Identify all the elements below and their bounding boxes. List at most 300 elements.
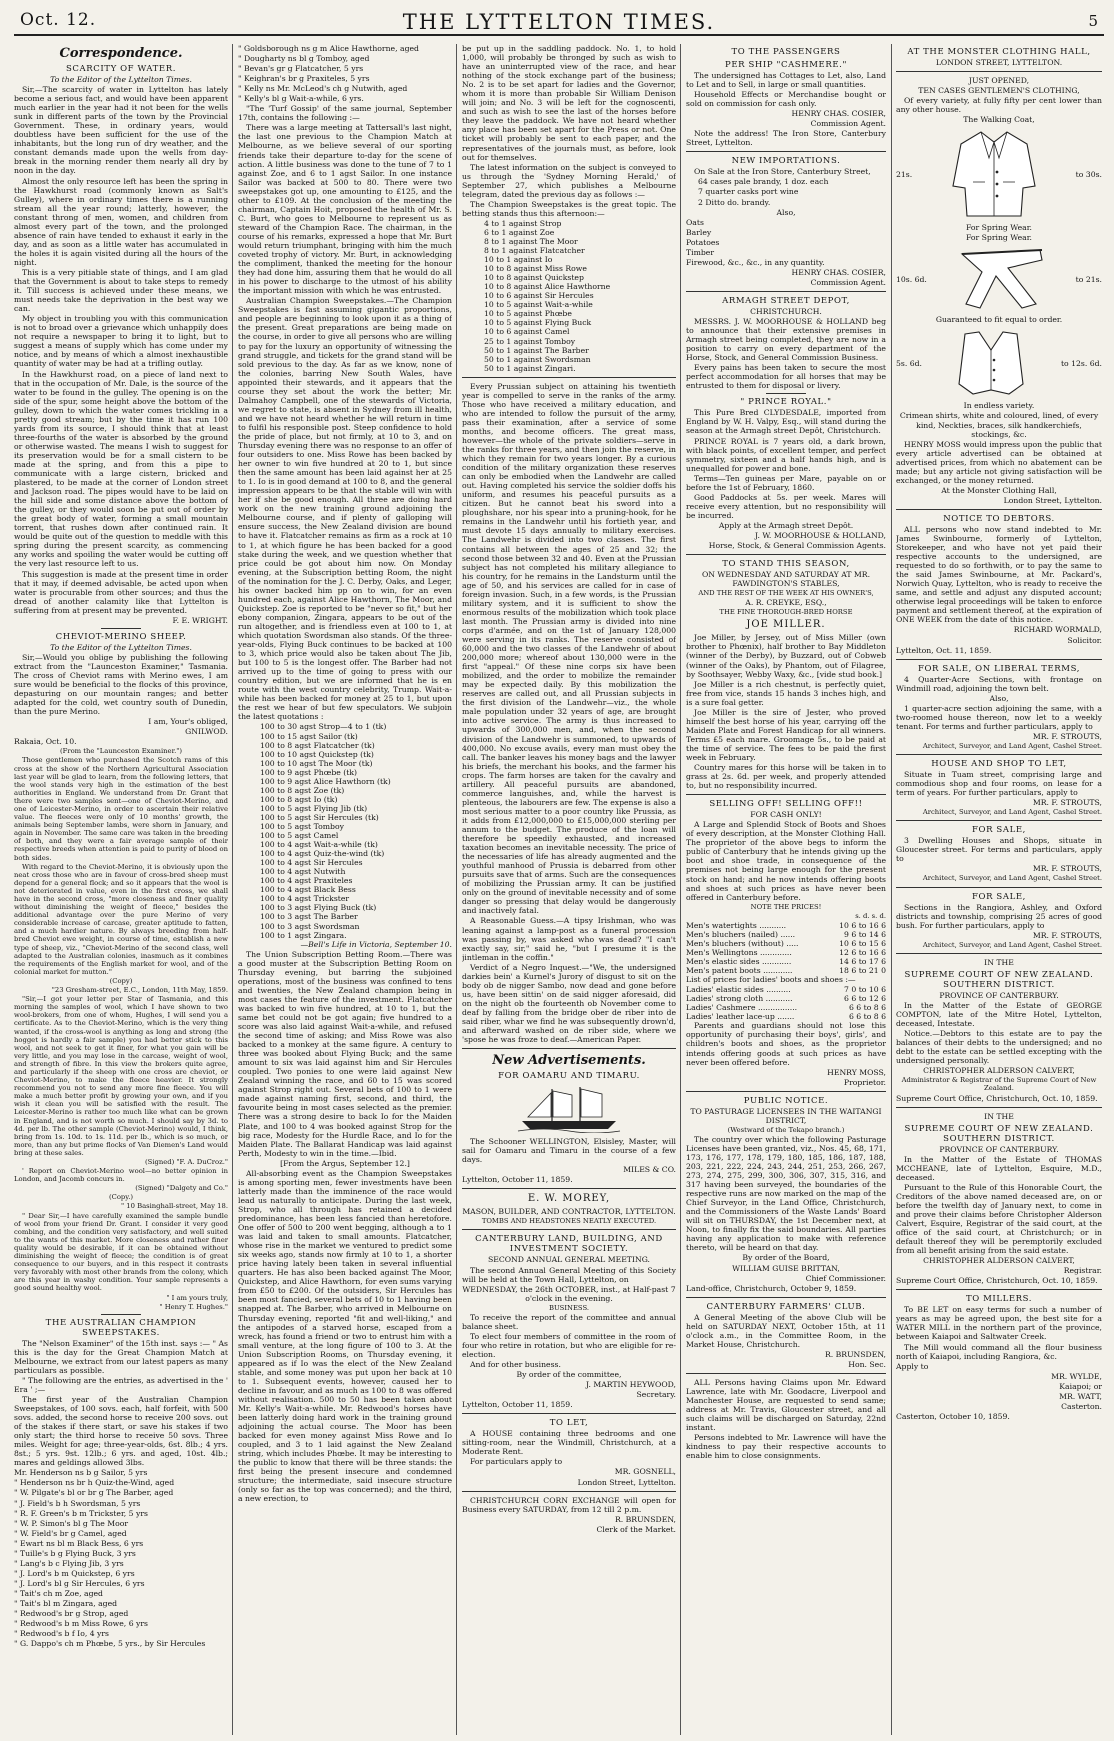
ad-tagline: THE FINE THOROUGH-BRED HORSE bbox=[719, 608, 853, 617]
ad-subheading: TO PASTURAGE LICENSEES IN THE WAITANGI DISTRICT, bbox=[690, 1106, 882, 1125]
paragraph: The latest information on the subject is conveyed to us through the 'Sydney Morning Herald,' of September 27, which publishes a Melbourne telegram, dated the previous day as follows :— bbox=[462, 162, 676, 199]
ad-role: Secretary. bbox=[636, 1390, 676, 1400]
odds-row: 4 to 1 against Strop bbox=[484, 218, 562, 228]
price-value: 14 6 to 17 6 bbox=[839, 957, 886, 967]
ad-heading: FOR SALE, bbox=[972, 825, 1026, 836]
ad-role: Proprietor. bbox=[843, 1077, 886, 1087]
odds-row: 50 to 1 against Zingari. bbox=[484, 363, 576, 373]
ad-body: PRINCE ROYAL is 7 years old, a dark brown, with black points, of excellent temper, and perfect symmetry, sixteen and a half hands high, and is unequalled for power and bone. bbox=[686, 436, 886, 473]
ad-body: To BE LET on easy terms for such a number of years as may be agreed upon, the best site for a WATER MILL in the northern part of the province, between Kaiapoi and Saltwater Creek. bbox=[896, 1305, 1102, 1342]
odds-row: 100 to 3 agst The Barber bbox=[260, 912, 358, 922]
ad-heading: TO THE PASSENGERS bbox=[731, 47, 841, 57]
price-value: 10 6 to 15 6 bbox=[839, 938, 886, 948]
list-item: " Tait's bl m Zingara, aged bbox=[14, 1598, 118, 1608]
odds-row: 100 to 4 agst Wait-a-while (tk) bbox=[260, 840, 378, 850]
ship-icon bbox=[514, 1085, 624, 1133]
ad-role: Architect, Surveyor, and Land Agent, Cashel Street. bbox=[922, 874, 1102, 883]
ad-role: Registrar. bbox=[1063, 1266, 1102, 1276]
ad-body: And for other business. bbox=[470, 1360, 561, 1370]
ad-dateline: Casterton, October 10, 1859. bbox=[896, 1411, 1010, 1421]
list-item: " Ewart ns bl m Black Bess, 6 yrs bbox=[14, 1538, 144, 1548]
divider bbox=[686, 554, 886, 555]
divider bbox=[686, 151, 886, 152]
odds-row: 50 to 1 against Swordsman bbox=[484, 354, 591, 364]
paragraph: All-absorbing event as the Champion Sweepstakes is among sporting men, fewer investments have been latterly made than the imminence of the race would lead us naturally to anticipate. During the last week, Strop, who all through has retained a decided predominance, has been less fancied than heretofore. One offer of 500 to 200 went begging, although a to 1 was laid and taken to small amounts. Flatcatcher, whose rise in the market we ventured to predict some six weeks ago, stands now firmly at 10 to 1, a shorter price having lately been taken in several influential quarters. He has also been backed against The Moor, Quickstep, and Alice Hawthorn, for even sums varying from £50 to £200. Of the outsiders, Sir Hercules has been most fancied, several bets of 10 to 1 having been snapped at. The Barber, who arrived in Melbourne on Thursday evening, reported "fit and well-liking," and the antipodes of a starved horse, escaped from a wreck, has found a friend or two to entrust him with a small venture, at the long figure of 100 to 3. At the Union Subscription Rooms, on Thursday evening, it appeared as if Io was the elect of the New Zealand stable, and some money was put upon her back at 10 to 1. Subsequent events, however, caused her to decline in favour, and as much as 100 to 8 was offered without realisation. 500 to 50 has been taken about Mr. Kelly's Wait-a-while. Mr. Redwood's horses have been latterly doing hard work in the training ground adjoining the actual course. The Moor has been backed for even money against Miss Rowe and Io coupled, and 3 to 1 laid against the New Zealand string, which includes Phœbe. It may be interesting to the public to know that there will be three stands: the first being the present insecure and condemned structure; the intermediate, said insecure structure (only so far as the top was concerned); and the third, a new erection, to bbox=[238, 1168, 452, 1504]
ad-body: 1 quarter-acre section adjoining the same, with a two-roomed house thereon, now let to a weekly tenant. For terms and further particulars, apply to bbox=[896, 703, 1102, 731]
list-item: " Tait's ch m Zoe, aged bbox=[14, 1588, 103, 1598]
garment-caption: For Spring Wear. bbox=[966, 223, 1032, 233]
masthead bbox=[14, 6, 1104, 36]
price-row bbox=[686, 966, 886, 975]
issue-date: Oct. 12. bbox=[20, 10, 97, 30]
ad-heading: E. W. MOREY, bbox=[527, 1193, 611, 1205]
odds-row: 100 to 4 agst Sir Hercules bbox=[260, 858, 363, 868]
ad-dateline: Land-office, Christchurch, October 9, 1859. bbox=[686, 1283, 857, 1293]
paragraph: Every Prussian subject on attaining his twentieth year is compelled to serve in the ranks of the army. Those who have received a military education, and who are intended to follow the pursuit of the army, pass their examination, after a service of some months, and become officers. The great mass, however—the whole of the private soldiers—serve in the ranks for three years, and then join the reserve, in which they remain for two years longer. By a curious condition of the military organization these reserves can only be embodied when the Landwehr are called out. Having completed his service the soldier doffs his uniform, and resumes his peaceful pursuits as a citizen. But he cannot beat his sword into a ploughshare, nor his spear into a pruning-hook, for he remains in the Landwehr until his fortieth year, and must devote 15 days annually to military exercises. The Landwehr is divided into two classes. The first contains all between the ages of 25 and 32; the second those between 32 and 40. Even at the Prussian subject has not completed his military allegiance to his country, for he remains in the Landsturm until the age of 50, and his services are called for in case of foreign invasion. Such, in a few words, is the Prussian military system, and it is sufficient to show the enormous results of the mobilization which took place last month. The Prussian army is divided into nine corps d'armée, and on the 1st of January 128,000 were serving in its ranks. The reserve consisted of 60,000 and the two classes of the Landwehr of about 200,000 more; whereof about 130,000 were in the first "appeal." Of these nine corps six have been mobilized, and the order to mobilize the remainder may be expected daily. By this mobilization the reserves are called out, and all Prussian subjects in the first division of the Landwehr—viz., the whole male population under 32 years of age, are brought into active service. The army is thus increased to upwards of 300,000 men, and, when the second division of the Landwehr is summoned, to upwards of 400,000. No excuse avails, every man must obey the call. The banker leaves his money bags and the lawyer his briefs, the merchant his books, and the farmer his crops. The farm horses are taken for the cavalry and artillery. All peaceful pursuits are abandoned, commerce languishes, and, while the harvest is plenteous, the labourers are few. The expense is also a most serious matter to a poor country like Prussia, as it adds from £12,000,000 to £15,000,000 sterling per annum to the budget. The produce of the loan will therefore be speedily exhausted, and increased taxation becomes an inevitable necessity. The price of the necessaries of life has already augmented and the youthful manhood of Prussia is debarred from other pursuits save that of arms. Such are the consequences of mobilizing the Prussian army. It can be justified only on the ground of inevitable necessity and of some danger so pressing that delay would be dangerously and inactively fatal. bbox=[462, 381, 676, 916]
ad-body: A General Meeting of the above Club will be held on SATURDAY NEXT, October 15th, at 11 o'clock a.m., in the Committee Room, in the Market House, Christchurch. bbox=[686, 1312, 886, 1349]
court-name: SUPREME COURT OF NEW ZEALAND. SOUTHERN DISTRICT. bbox=[904, 1123, 1094, 1144]
ad-address: At the Monster Clothing Hall, bbox=[941, 485, 1057, 495]
signature: GNILWOD. bbox=[185, 727, 228, 737]
ad-heading: SELLING OFF! SELLING OFF!! bbox=[709, 799, 863, 810]
odds-row: 100 to 8 agst Zoe (tk) bbox=[260, 785, 345, 795]
list-item: " Henderson ns br h Quiz-the-Wind, aged bbox=[14, 1478, 175, 1488]
ad-body: Sections in the Rangiora, Ashley, and Oxford districts and township, comprising 25 acres of good bush. For further particulars, apply to bbox=[896, 902, 1102, 930]
ad-signature: HENRY CHAS. COSIER, bbox=[791, 267, 886, 277]
ad-body: List of prices for ladies' boots and shoes :— bbox=[686, 975, 856, 985]
divider bbox=[896, 953, 1102, 954]
ad-body: The Schooner WELLINGTON, Elsisley, Master, will sail for Oamaru and Timaru in the course of a few days. bbox=[462, 1137, 676, 1165]
closing: I am, Your's obliged, bbox=[148, 717, 228, 727]
garment-row bbox=[896, 325, 1102, 401]
ad-heading: TO LET, bbox=[549, 1418, 589, 1429]
divider bbox=[896, 509, 1102, 510]
ad-dateline: Lyttelton, Oct. 11, 1859. bbox=[896, 645, 992, 655]
ad-body: Terms—Ten guineas per Mare, payable on or before the 1st of February, 1860. bbox=[686, 473, 886, 492]
ad-note: NOTE THE PRICES! bbox=[750, 902, 822, 911]
ad-body: The undersigned has Cottages to Let, also, Land to Let and to Sell, in large or small quantities. bbox=[686, 71, 886, 90]
trousers-icon bbox=[956, 246, 1046, 312]
ad-dateline: Supreme Court Office, Christchurch, Oct. 10, 1859. bbox=[896, 1093, 1098, 1103]
garment-caption: The Walking Coat, bbox=[963, 115, 1035, 125]
ad-body: CHRISTCHURCH CORN EXCHANGE will open for Business every SATURDAY, from 12 till 2 p.m. bbox=[462, 1495, 676, 1514]
price-item: Men's bluchers (without) ..... bbox=[686, 938, 799, 948]
ad-signature: MR. F. STROUTS, bbox=[1032, 930, 1102, 940]
paragraph: With regard to the Cheviot-Merino, it is obviously upon the neat cross those who are in favour of cross-bred sheep must depend for a general flock; and so it appears that the wool is not deteriorated in value, even in the first cross, we shall have in the second cross, "more closeness and finer quality without diminishing the weight of fleece," besides the additional advantage over the pure Merino of very considerable increase of carcase, greater aptitude to fatten, and a much hardier nature. By always breeding from half-bred Cheviot ewe weight, in course of time, establish a new type of sheep, viz., "Cheviot-Merino of the second class, well adapted to the Australian colonies, inasmuch as it combines the requirements of the English market for wool, and of the colonial market for mutton." bbox=[14, 862, 228, 976]
odds-row: 10 to 6 against Camel bbox=[484, 327, 570, 337]
ad-body: HENRY MOSS would impress upon the public that every article advertised can be obtained at advertised prices, from which no abatement can be made; but any article not giving satisfaction will be exchanged, or the money returned. bbox=[896, 439, 1102, 485]
ad-date: WEDNESDAY, the 26th OCTOBER, inst., at Half-past 7 o'clock in the evening. bbox=[462, 1284, 676, 1303]
ad-list-item: Barley bbox=[686, 227, 712, 237]
ad-list-item: 64 cases pale brandy, 1 doz. each bbox=[698, 177, 829, 187]
ad-subheading: TEN CASES GENTLEMEN'S CLOTHING, bbox=[918, 86, 1080, 96]
list-item: " R. F. Green's b m Trickster, 5 yrs bbox=[14, 1508, 148, 1518]
paragraph: This suggestion is made at the present time in order that it may, if deemed advisable, be acted upon when water is procurable from other sources; and thus the dread of another calamity like that Lyttelton is suffering from at present may be prevented. bbox=[14, 569, 228, 615]
address: "23 Gresham-street, E.C., London, 11th May, 1859. bbox=[51, 986, 228, 995]
ad-signature: MR. F. STROUTS, bbox=[1032, 864, 1102, 874]
price-from: 5s. 6d. bbox=[896, 358, 922, 368]
signature: (Signed) "F. A. DuCroz." bbox=[145, 1158, 228, 1167]
odds-row: 100 to 10 agst The Moor (tk) bbox=[260, 758, 373, 768]
price-row bbox=[686, 948, 886, 957]
ad-subheading: SECOND ANNUAL GENERAL MEETING. bbox=[487, 1255, 651, 1265]
dateline: Rakaia, Oct. 10. bbox=[14, 737, 77, 747]
odds-row: 100 to 5 agst Sir Hercules (tk) bbox=[260, 812, 379, 822]
court-province: PROVINCE OF CANTERBURY. bbox=[939, 990, 1059, 1000]
price-from: 21s. bbox=[896, 169, 913, 179]
ad-signature: J. W. MOORHOUSE & HOLLAND, bbox=[755, 530, 886, 540]
column-5 bbox=[896, 44, 1102, 1735]
ad-role: Architect, Surveyor, and Land Agent, Cashel Street. bbox=[922, 741, 1102, 750]
coat-icon bbox=[951, 128, 1037, 220]
odds-row: 100 to 10 agst Quickstep (tk) bbox=[260, 749, 374, 759]
price-units: s. d. s. d. bbox=[855, 911, 886, 920]
ad-body: 4 Quarter-Acre Sections, with frontage on Windmill road, adjoining the town belt. bbox=[896, 674, 1102, 693]
odds-row: 10 to 1 against Io bbox=[484, 255, 553, 265]
ad-signature: R. BRUNSDEN, bbox=[614, 1514, 676, 1524]
odds-row: 100 to 3 agst Swordsman bbox=[260, 921, 360, 931]
odds-row: 10 to 8 against Quickstep bbox=[484, 273, 584, 283]
ad-subheading: (Westward of the Tekapo branch.) bbox=[727, 1125, 845, 1134]
ad-also: Also, bbox=[776, 207, 796, 217]
ad-role: Casterton. bbox=[1061, 1401, 1102, 1411]
column-4 bbox=[686, 44, 886, 1735]
ad-role: Kaiapoi; or bbox=[1059, 1381, 1102, 1391]
ad-note: Note the address! The Iron Store, Canterbury Street, Lyttelton. bbox=[686, 129, 886, 148]
price-value: 7 0 to 10 6 bbox=[844, 985, 886, 995]
price-value: 9 6 to 14 6 bbox=[844, 929, 886, 939]
divider bbox=[462, 1048, 676, 1049]
price-row bbox=[686, 985, 886, 994]
column-rule bbox=[680, 44, 681, 1735]
ad-signature: MR. F. STROUTS, bbox=[1032, 798, 1102, 808]
section-heading-correspondence: Correspondence. bbox=[59, 46, 183, 61]
ad-body: For particulars apply to bbox=[470, 1457, 563, 1467]
mens-price-list bbox=[686, 921, 886, 975]
paragraph: A Reasonable Guess.—A tipsy Irishman, who was leaning against a lamp-post as a funeral procession was passing by, was asked who was dead? "I can't exactly say, sir," said he, "but I presume it is the jintleman in the coffin." bbox=[462, 916, 676, 962]
price-to: to 21s. bbox=[1075, 274, 1102, 284]
entries-list bbox=[14, 1468, 228, 1648]
ad-body: The second Annual General Meeting of this Society will be held at the Town Hall, Lyttelton, on bbox=[462, 1265, 676, 1284]
entries-list-continued bbox=[238, 44, 452, 103]
ad-heading: AT THE MONSTER CLOTHING HALL, bbox=[907, 47, 1091, 57]
price-item: Ladies' Cashmere ................ bbox=[686, 1003, 798, 1013]
ad-heading: TO STAND THIS SEASON, bbox=[722, 559, 850, 570]
list-item: " Goldsborough ns g m Alice Hawthorne, aged bbox=[238, 44, 419, 53]
ad-body: In the Matter of the Estate of GEORGE COMPTON, late of the Mitre Hotel, Lyttelton, deceased, Intestate. bbox=[896, 1000, 1102, 1029]
list-item: " Bevan's gr g Flatcatcher, 5 yrs bbox=[238, 64, 364, 74]
ad-body: Parents and guardians should not lose this opportunity of purchasing their boys', girls', and children's boots and shoes, as the proprietor intends offering goods at such prices as have never been offered before. bbox=[686, 1021, 886, 1067]
price-value: 12 6 to 16 6 bbox=[839, 947, 886, 957]
divider bbox=[686, 1297, 886, 1298]
price-item: Men's watertights ........... bbox=[686, 920, 787, 930]
ad-tagline: TOMBS AND HEADSTONES NEATLY EXECUTED. bbox=[481, 1217, 657, 1226]
odds-row: 100 to 8 agst Io (tk) bbox=[260, 794, 338, 804]
price-value: 10 6 to 16 6 bbox=[839, 920, 886, 930]
court-heading: IN THE bbox=[984, 957, 1014, 967]
divider bbox=[686, 291, 886, 292]
paragraph: My object in troubling you with this communication is not to broad over a grievance which unhappily does not require a newspaper to bring it to light, but to suggest a means of supply which has come under my notice, and by means of which a almost inexhaustible quantity of water may be had at a trifling outlay. bbox=[14, 314, 228, 369]
ad-body: ALL Persons having Claims upon Mr. Edward Lawrence, late with Mr. Goodacre, Liverpool and Manchester House, are requested to send same; address at Mr. Travis, Gloucester street, and all such claims will be discharged on Saturday, 22nd instant. bbox=[686, 1377, 886, 1433]
garment-row bbox=[896, 125, 1102, 223]
price-item: Men's Wellingtons ............. bbox=[686, 947, 792, 957]
odds-row: 100 to 4 agst Black Bess bbox=[260, 885, 356, 895]
ad-apply: Apply at the Armagh street Depôt. bbox=[718, 520, 854, 530]
ad-body: Household Effects or Merchandise bought or sold on commission for cash only. bbox=[686, 90, 886, 109]
ad-body: To elect four members of committee in the room of four who retire in rotation, but who are eligible for re-election. bbox=[462, 1331, 676, 1359]
divider bbox=[896, 71, 1102, 72]
ad-signature: CHRISTOPHER ALDERSON CALVERT, bbox=[923, 1256, 1075, 1266]
ad-heading: NOTICE TO DEBTORS. bbox=[943, 513, 1055, 524]
list-item: " Redwood's b f Io, 4 yrs bbox=[14, 1629, 110, 1639]
paragraph: "The 'Turf Gossip' of the same journal, September 17th, contains the following :— bbox=[238, 104, 452, 123]
list-item: " G. Dappo's ch m Phœbe, 5 yrs., by Sir Hercules bbox=[14, 1639, 206, 1649]
price-item: Men's patent boots ............ bbox=[686, 966, 793, 976]
list-item: " J. Field's b h Swordsman, 5 yrs bbox=[14, 1498, 141, 1508]
list-item: " J. Lord's bl g Sir Hercules, 6 yrs bbox=[14, 1578, 145, 1588]
divider bbox=[686, 1373, 886, 1374]
ad-address: London Street, Lyttelton. bbox=[1003, 495, 1102, 505]
paragraph: The first year of the Australian Champion Sweepstakes, of 100 sovs. each, half forfeit, with 500 sovs. added, the second horse to receive 200 sovs. out of the stakes if there start, or save his stakes if two only start; the third horse to receive 50 sovs. Three miles. Weight for age; three-year-olds, 6st. 8lb.; 4 yrs. 8st.; 5 yrs. 9st. 12lb.; 6 yrs. and aged, 10st. 4lb.; mares and geldings allowed 3lbs. bbox=[14, 1394, 228, 1468]
price-from: 10s. 6d. bbox=[896, 274, 927, 284]
divider bbox=[896, 1107, 1102, 1108]
paragraph: The Union Subscription Betting Room.—There was a good muster at the Subscription Betting Room on Thursday evening, but barring the subjoined operations, most of the business was confined to tens and twenties, the New Zealand champion being in most cases the feature of the investment. Flatcatcher was backed to win five hundred, at 10 to 1, but the same bet could not be got again; five hundred to a score was also laid against Wait-a-while, and refused the second time of asking; and Miss Rowe was also backed to a monkey at the same figure. A century to three was booked about Flying Buck; and the same amount to six was laid against him and Sir Hercules coupled. Two ponies to one were laid against New Zealand winning the race, and 60 to 15 was scored against Strop right out. Several bets of 100 to 1 were made against naming first, second, and third, the favourite being in most cases selected as the premier. There was a strong desire to back Io for the Maiden Plate, and 100 to 4 was booked against Strop for the big race, Modesty for the Hurdle Race, and Io for the Maiden Plate. The Ballarat Handicap was laid against Perth, Modesty to win in the time.—Ibid. bbox=[238, 949, 452, 1158]
ad-apply: Apply to bbox=[896, 1361, 929, 1371]
divider bbox=[462, 377, 676, 378]
ad-role: Administrator & Registrar of the Supreme Court of New Zealand. bbox=[901, 1076, 1097, 1093]
odds-row: 6 to 1 against Zoe bbox=[484, 227, 555, 237]
closing: " I am yours truly, bbox=[166, 1293, 228, 1302]
garment-caption: In endless variety. bbox=[963, 401, 1035, 411]
paragraph: ' Report on Cheviot-Merino wool—no better opinion in London, and Jacomb concurs in. bbox=[14, 1167, 228, 1184]
paragraph: Sir,—Would you oblige by publishing the following extract from the "Launceston Examiner," Tasmania. The cross of Cheviot rams with Merino ewes, I am sure would be beneficial to the flocks of this province, depasturing on our mountain ranges; and better adapted for the cold, wet country south of Dunedin, than the pure Merino. bbox=[14, 652, 228, 717]
odds-row: 100 to 8 agst Flatcatcher (tk) bbox=[260, 740, 375, 750]
price-value: 6 6 to 8 6 bbox=[848, 1003, 886, 1013]
garment-caption: Guaranteed to fit equal to order. bbox=[935, 315, 1063, 325]
ad-byline: By order of the Board, bbox=[742, 1253, 830, 1263]
garment-row bbox=[896, 243, 1102, 315]
odds-row: 100 to 1 agst Zingara. bbox=[260, 930, 347, 940]
price-item: Ladies' strong cloth ........... bbox=[686, 994, 793, 1004]
ad-signature: MR. F. STROUTS, bbox=[1032, 731, 1102, 741]
odds-row: 100 to 9 agst Alice Hawthorn (tk) bbox=[260, 776, 391, 786]
ad-dateline: Lyttelton, October 11, 1859. bbox=[462, 1175, 573, 1185]
ad-subheading: JUST OPENED, bbox=[968, 76, 1030, 86]
ad-body: Country mares for this horse will be taken in to grass at 2s. 6d. per week, and properly attended to, but no responsibility incurred. bbox=[686, 763, 886, 791]
list-item: " W. Pilgate's bl or br g The Barber, aged bbox=[14, 1488, 174, 1498]
list-item: " Kelly ns Mr. McLeod's ch g Nutwith, aged bbox=[238, 84, 408, 94]
price-row bbox=[686, 1012, 886, 1021]
odds-row: 10 to 5 against Phœbe bbox=[484, 309, 572, 319]
paragraph: The Champion Sweepstakes is the great topic. The betting stands thus this afternoon:— bbox=[462, 199, 676, 218]
ad-byline: By order of the committee, bbox=[516, 1370, 622, 1380]
ad-heading: FOR SALE, ON LIBERAL TERMS, bbox=[917, 663, 1081, 674]
divider bbox=[686, 794, 886, 795]
ad-list-item: Oats bbox=[686, 217, 704, 227]
ad-role: Chief Commissioner. bbox=[805, 1273, 886, 1283]
betting-odds-list bbox=[462, 219, 676, 373]
ad-heading: " PRINCE ROYAL." bbox=[740, 397, 832, 408]
ad-body: Pursuant to the Rule of this Honorable Court, the Creditors of the above named deceased are, on or before the twelfth day of January next, to come in and prove their claims before Christopher Alderson Calvert, Esquire, Registrar of the said court, at the office of the said court, at Christchurch; or in default thereof they will be peremptorily excluded from all benefit arising from the said estate. bbox=[896, 1182, 1102, 1256]
list-item: " Keighran's br g Praxiteles, 5 yrs bbox=[238, 74, 370, 84]
ad-also: Also, bbox=[989, 693, 1009, 703]
odds-row: 100 to 3 agst Flying Buck (tk) bbox=[260, 903, 377, 913]
ad-body: Situate in Tuam street, comprising large and commodious shop and four rooms, on lease for a term of years. For further particulars, apply to bbox=[896, 770, 1102, 798]
ad-signature: MR. WATT, bbox=[1059, 1391, 1102, 1401]
ad-heading: CANTERBURY LAND, BUILDING, AND INVESTMENT SOCIETY. bbox=[475, 1234, 663, 1255]
ad-body: A HOUSE containing three bedrooms and one sitting-room, near the Windmill, Christchurch, at a Moderate Rent. bbox=[462, 1429, 676, 1457]
ad-role: Architect, Surveyor, and Land Agent, Cashel Street. bbox=[922, 940, 1102, 949]
ad-list-item: 7 quarter casks port wine bbox=[698, 187, 799, 197]
ad-body: Good Paddocks at 5s. per week. Mares will receive every attention, but no responsibility will be incurred. bbox=[686, 492, 886, 520]
paragraph: " The following are the entries, as advertised in the ' Era ' ;— bbox=[14, 1375, 228, 1394]
odds-row: 50 to 1 against The Barber bbox=[484, 345, 589, 355]
ad-role: Horse, Stock, & General Commission Agents. bbox=[708, 541, 886, 551]
divider bbox=[462, 1413, 676, 1414]
divider bbox=[462, 1188, 676, 1189]
source-note: (From the "Launceston Examiner.") bbox=[59, 747, 183, 756]
odds-row: 100 to 15 agst Sailor (tk) bbox=[260, 731, 358, 741]
ad-heading: PUBLIC NOTICE. bbox=[743, 1095, 829, 1106]
ad-body: Notice.—Debtors to this estate are to pay the balances of their debts to the undersigned; and no debt to the estate can be settled excepting with the undersigned personally. bbox=[896, 1029, 1102, 1066]
odds-row: 8 to 1 against Flatcatcher bbox=[484, 246, 585, 256]
divider bbox=[896, 820, 1102, 821]
odds-row: 100 to 4 agst Nutwith bbox=[260, 867, 346, 877]
address: " 10 Basinghall-street, May 18. bbox=[121, 1202, 228, 1211]
odds-row: 100 to 4 agst Praxiteles bbox=[260, 876, 353, 886]
divider bbox=[896, 1289, 1102, 1290]
ad-body: Every pains has been taken to secure the most perfect accommodation for all horses that may be entrusted to them for disposal or livery. bbox=[686, 363, 886, 391]
list-item: " Kelly's bl g Wait-a-while, 6 yrs. bbox=[238, 94, 364, 104]
column-2 bbox=[238, 44, 452, 1735]
ad-body: The country over which the following Pasturage Licenses have been granted, viz., Nos. 45, 68, 171, 173, 176, 177, 178, 179, 180, 185, 186, 187, 188, 203, 221, 222, 224, 243, 244, 251, 253, 266, 267, 273, 274, 275, 299, 300, 306, 307, 315, 316, and 317 having been surveyed, the boundaries of the respective runs are now marked on the map of the Chief Surveyor, in the Land Office, Christchurch, and the Commissioners of the Waste Lands' Board will sit on THURSDAY, the 1st December next, at Noon, to finally fix the said boundaries. All parties having any application to make with reference thereto, will be heard on that day. bbox=[686, 1134, 886, 1253]
divider bbox=[686, 1091, 886, 1092]
ad-body: 3 Dwelling Houses and Shops, situate in Gloucester street. For terms and particulars, apply to bbox=[896, 836, 1102, 864]
court-name: SUPREME COURT OF NEW ZEALAND. SOUTHERN DISTRICT. bbox=[904, 969, 1094, 990]
ad-signature: MILES & CO. bbox=[623, 1165, 676, 1175]
signature: " Henry T. Hughes." bbox=[159, 1302, 228, 1311]
odds-row: 100 to 5 agst Tomboy bbox=[260, 821, 344, 831]
ad-body: MESSRS. J. W. MOORHOUSE & HOLLAND beg to announce that their extensive premises in Armagh street being completed, they are now in a position to carry on every department of the Horse, Stock, and General Commission Business. bbox=[686, 316, 886, 363]
ad-subheading: MASON, BUILDER, AND CONTRACTOR, LYTTELTON. bbox=[462, 1207, 676, 1217]
column-rule bbox=[891, 44, 892, 1735]
odds-row: 100 to 5 agst Camel bbox=[260, 831, 339, 841]
ad-subheading: AND THE REST OF THE WEEK AT HIS OWNER'S, bbox=[698, 589, 874, 598]
ad-body: This Pure Bred CLYDESDALE, imported from England by W. H. Valpy, Esq., will stand during the season at the Armagh street Depôt, Christchurch. bbox=[686, 408, 886, 436]
odds-row: 100 to 30 agst Strop—4 to 1 (tk) bbox=[260, 722, 387, 732]
ad-role: Solicitor. bbox=[1067, 635, 1102, 645]
price-item: Men's elastic sides ............ bbox=[686, 957, 792, 967]
ad-list-item: Potatoes bbox=[686, 237, 720, 247]
ad-subheading: LONDON STREET, LYTTELTON. bbox=[935, 58, 1063, 67]
divider bbox=[766, 393, 806, 394]
divider bbox=[896, 754, 1102, 755]
ad-signature: MR. GOSNELL, bbox=[614, 1467, 676, 1477]
divider bbox=[896, 887, 1102, 888]
list-item: " Redwood's br g Strop, aged bbox=[14, 1609, 129, 1619]
ad-signature: R. BRUNSDEN, bbox=[824, 1349, 886, 1359]
price-row bbox=[686, 939, 886, 948]
ad-subheading: CHRISTCHURCH. bbox=[750, 306, 822, 316]
ad-heading: TO MILLERS. bbox=[965, 1294, 1033, 1305]
source-note: [From the Argus, September 12.] bbox=[280, 1158, 410, 1168]
ad-list-item: Firewood, &c., &c., in any quantity. bbox=[686, 257, 825, 267]
price-row bbox=[686, 921, 886, 930]
price-value: 6 6 to 12 6 bbox=[844, 994, 886, 1004]
ladies-price-list bbox=[686, 985, 886, 1021]
paragraph: be put up in the saddling paddock. No. 1, to hold 1,000, will probably be thronged by such as wish to have an uninterrupted view of the race, and hear nothing of the stock exchange part of the business; No. 2 is to be set apart for ladies and the Governor, whom it is more than probable Sir William Denison will join; and No. 3 will be left for the cognoscenti, and such as wish to see the last of the horses before they leave the paddock. We have not heard whether any place has been set apart for the Press or not. One ticket will probably be sent to each paper, and the representatives of the journals must, as before, look out for themselves. bbox=[462, 44, 676, 162]
column-rule bbox=[232, 44, 233, 1735]
ad-heading: FOR SALE, bbox=[972, 891, 1026, 902]
ad-signature: HENRY CHAS. COSIER, bbox=[791, 109, 886, 119]
list-item: Mr. Henderson ns b g Sailor, 5 yrs bbox=[14, 1468, 148, 1478]
column-1 bbox=[14, 44, 228, 1735]
paragraph: Australian Champion Sweepstakes.—The Champion Sweepstakes is fast assuming gigantic proportions, and people are beginning to look upon it as a thing of the present. Great preparations are being made on the course, in order to give all persons who are willing to pay for the luxury an opportunity of witnessing the grand struggle, and tickets for the grand stand will be sold previous to the day. As far as we know, none of the colonies, barring New South Wales, have appointed their stewards, and it appears that the course they set about the work the better; Mr. Dalmahoy Campbell, one of the stewards of Victoria, we regret to state, is absent in Sydney from ill health, and we have not heard whether he will return in time to fulfil his responsible post. Steep confidence to hold the pride of place, but not firmly, at 10 to 3, and on Thursday evening there was no response to an offer of four outsiders to one. Miss Rowe has been backed by her owner to win five hundred at 20 to 1, but since then the same amount has been laid against her at 25 to 1. Io is in good demand at 100 to 8, and the general impression appears to be that the stable will win with her if she be good enough. All three are doing hard work on the new training ground adjoining the Melbourne course, and if plenty of galloping will ensure success, the New Zealand division are bound to have it. Flatcatcher remains as firm as a rock at 10 to 1, at which figure he has been backed for a good stake during the week, and we question whether that price could be got about him now. On Monday evening, at the Subscription betting Room, the night of the nomination for the J. C. Derby, Oaks, and Leger, his owner backed him pp on to win, for an even hundred each, against Alice Hawthorn, The Moor, and Quickstep. Zoe is reported to be "never so fit," but her ebony companion, Zingara, appears to be out of the run altogether, and is friendless even at 100 to 1, at which quotation Swordsman also stands. Of the three-year-olds, Flying Buck continues to be backed at 100 to 3, which price would also be taken about The Jib, but 100 to 5 is the longest offer. The Barber had not arrived up to the time of going to press with our country edition, but we are informed that he is en route with the west country celebrity, Trump. Wait-a-while has been backed for money at 25 to 1, but upon the rest we hear of but few speculators. We subjoin the latest quotations : bbox=[238, 296, 452, 722]
newspaper-title: THE LYTTELTON TIMES. bbox=[402, 10, 716, 34]
ad-heading: FOR OAMARU AND TIMARU. bbox=[498, 1071, 640, 1082]
price-row bbox=[686, 1003, 886, 1012]
list-item: " W. Field's br g Camel, aged bbox=[14, 1528, 127, 1538]
ad-list-item: 2 Ditto do. brandy. bbox=[698, 197, 771, 207]
paragraph: The "Nelson Examiner" of the 15th inst. says :— " As this is the day for the Great Champion Match at Melbourne, we extract from our latest papers as many particulars as possible. bbox=[14, 1338, 228, 1375]
garment-caption: For Spring Wear. bbox=[966, 233, 1032, 243]
copy-note: (Copy) bbox=[109, 976, 133, 985]
ad-signature: CHRISTOPHER ALDERSON CALVERT, bbox=[923, 1066, 1075, 1076]
odds-row: 10 to 5 against Wait-a-while bbox=[484, 300, 593, 310]
ad-subheading: PER SHIP "CASHMERE." bbox=[725, 60, 847, 70]
ad-subheading: FOR CASH ONLY! bbox=[750, 810, 822, 820]
paragraph: Those gentlemen who purchased the Scotch rams of this cross at the show of the Northern Agricultural Association last year will be glad to learn, from the following letters, that the wool stands very high in the estimation of the best authorities in England. We understand from Dr. Grant that there were two samples sent—one of Cheviot-Merino, and one of Leicester-Merino, in order to ascertain their relative value. The fleeces were only of 10 months' growth, the animals being September lambs, were shorn in January, and again in November. The same care was taken in the breeding of both, and they were a fair average sample of their respective breeds when attention is paid to purity of blood on both sides. bbox=[14, 756, 228, 862]
article-heading: CHEVIOT-MERINO SHEEP. bbox=[55, 631, 187, 642]
divider bbox=[462, 1229, 676, 1230]
ad-body: Crimean shirts, white and coloured, lined, of every kind, Neckties, braces, silk handkerchiefs, stockings, &c. bbox=[899, 411, 1099, 439]
divider bbox=[101, 1314, 141, 1315]
signature: (Signed) "Dalgety and Co." bbox=[135, 1184, 228, 1193]
price-to: to 12s. 6d. bbox=[1060, 358, 1102, 368]
list-item: " Tuille's b g Flying Buck, 3 yrs bbox=[14, 1548, 136, 1558]
odds-row: 100 to 5 agst Flying Jib (tk) bbox=[260, 803, 368, 813]
list-item: " Redwood's b m Miss Rowe, 6 yrs bbox=[14, 1619, 148, 1629]
article-addressee: To the Editor of the Lyttelton Times. bbox=[50, 75, 192, 84]
odds-row: 10 to 8 against Miss Rowe bbox=[484, 264, 587, 274]
divider bbox=[101, 628, 141, 629]
paragraph: There was a large meeting at Tattersall's last night, the last one previous to the Champion Match at Melbourne, as we believe several of our sporting friends take their departure to-day for the scene of action. A little business was done to the tune of 7 to 1 against Zoe, and 6 to 1 agst Sailor. In one instance Sailor was backed at 500 to 80. There were two sweepstakes got up, one amounting to £125, and the other to £109. At the conclusion of the meeting the chairman, Captain Hoit, proposed the health of Mr. S. C. Burt, who goes to Melbourne to represent us as steward of the Champion Race. The chairman, in the course of his remarks, expressed a hope that Mr. Burt would return triumphant, bringing with him the much coveted trophy of victory. Mr. Burt, in acknowledging the compliment, thanked the meeting for the honour they had done him, assuring them that he would do all in his power to discharge to the utmost of his ability the important mission with which he was entrusted. bbox=[238, 123, 452, 296]
list-item: " W. P. Simon's bl g The Moor bbox=[14, 1518, 129, 1528]
ad-role: Clerk of the Market. bbox=[596, 1524, 676, 1534]
paragraph: Sir,—The scarcity of water in Lyttelton has lately become a serious fact, and would have been apparent much earlier in the year had it not been for the wells sunk in different parts of the town by the Provincial Government. These, in ordinary years, would doubtless have been sufficient for the use of the inhabitants, but the long run of dry weather, and the constant demands made upon the wells from day-break in the morning render them nearly all dry by noon in the day. bbox=[14, 85, 228, 176]
odds-row: 10 to 6 against Sir Hercules bbox=[484, 291, 594, 301]
ad-signature: J. MARTIN HEYWOOD, bbox=[585, 1380, 676, 1390]
ad-body: Of every variety, at fully fifty per cent lower than any other house. bbox=[896, 96, 1102, 115]
price-row bbox=[686, 957, 886, 966]
waistcoat-icon bbox=[951, 328, 1031, 398]
price-row bbox=[686, 930, 886, 939]
list-item: " Dougharty ns bl g Tomboy, aged bbox=[238, 54, 370, 64]
ad-body: Joe Miller is a rich chestnut, is perfectly quiet, free from vice, stands 15 hands 3 inches high, and is a sure foal getter. bbox=[686, 679, 886, 707]
source-note: —Bell's Life in Victoria, September 10. bbox=[300, 939, 452, 949]
ad-role: Architect, Surveyor, and Land Agent, Cashel Street. bbox=[922, 808, 1102, 817]
ad-body: Persons indebted to Mr. Lawrence will have the kindness to pay their respective accounts to enable him to close consignments. bbox=[686, 1433, 886, 1461]
odds-row: 10 to 5 against Flying Buck bbox=[484, 318, 592, 328]
ad-dateline: Lyttelton, October 11, 1859. bbox=[462, 1400, 573, 1410]
ad-heading: CANTERBURY FARMERS' CLUB. bbox=[706, 1301, 866, 1312]
ad-role: Commission Agent. bbox=[810, 277, 886, 287]
betting-odds-list bbox=[238, 722, 452, 939]
ad-body: Joe Miller is the sire of Jester, who proved himself the best horse of his year, carrying off the Maiden Plate and Forest Handicap for all winners. Terms £5 each mare. Groomage 5s., to be paid at the time of service. The fees to be paid the first week in February. bbox=[686, 707, 886, 762]
ad-signature: HENRY MOSS, bbox=[827, 1067, 886, 1077]
ad-signature: MR. WYLDE, bbox=[1051, 1371, 1102, 1381]
odds-row: 100 to 4 agst Trickster bbox=[260, 894, 350, 904]
